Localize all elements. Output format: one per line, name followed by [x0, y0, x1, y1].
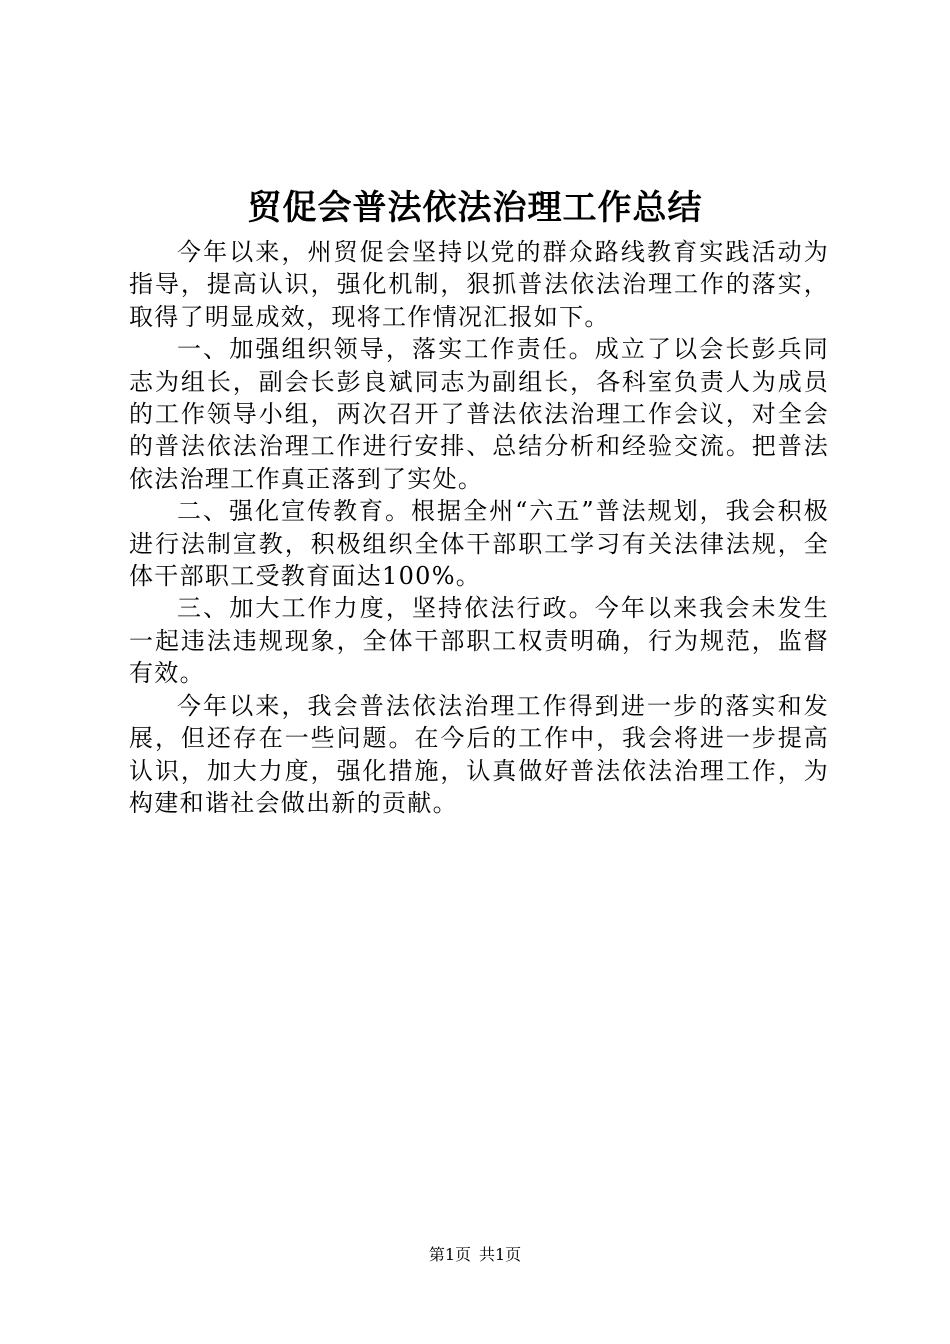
- paragraph-section-3: 三、加大工作力度，坚持依法行政。今年以来我会未发生一起违法违规现象，全体干部职工权责明确，行为规范，监督有效。: [129, 594, 829, 688]
- document-body: [129, 236, 829, 819]
- page-footer: [0, 1244, 950, 1266]
- document-title: 贸促会普法依法治理工作总结: [247, 188, 703, 228]
- paragraph-section-2: 二、强化宣传教育。根据全州“六五”普法规划，我会积极进行法制宣教，积极组织全体干部职工学习有关法律法规，全体干部职工受教育面达100%。: [129, 497, 829, 591]
- paragraph-section-1: 一、加强组织领导，落实工作责任。成立了以会长彭兵同志为组长，副会长彭良斌同志为副组长，各科室负责人为成员的工作领导小组，两次召开了普法依法治理工作会议，对全会的普法依法治理工作进行安排、总结分析和经验交流。把普法依法治理工作真正落到了实处。: [129, 335, 829, 493]
- page-number: 第1页: [428, 1245, 471, 1264]
- paragraph-intro: 今年以来，州贸促会坚持以党的群众路线教育实践活动为指导，提高认识，强化机制，狠抓普法依法治理工作的落实，取得了明显成效，现将工作情况汇报如下。: [129, 238, 829, 331]
- page-total: 共1页: [479, 1245, 522, 1264]
- paragraph-conclusion: 今年以来，我会普法依法治理工作得到进一步的落实和发展，但还存在一些问题。在今后的工作中，我会将进一步提高认识，加大力度，强化措施，认真做好普法依法治理工作，为构建和谐社会做出新的贡献。: [129, 691, 829, 817]
